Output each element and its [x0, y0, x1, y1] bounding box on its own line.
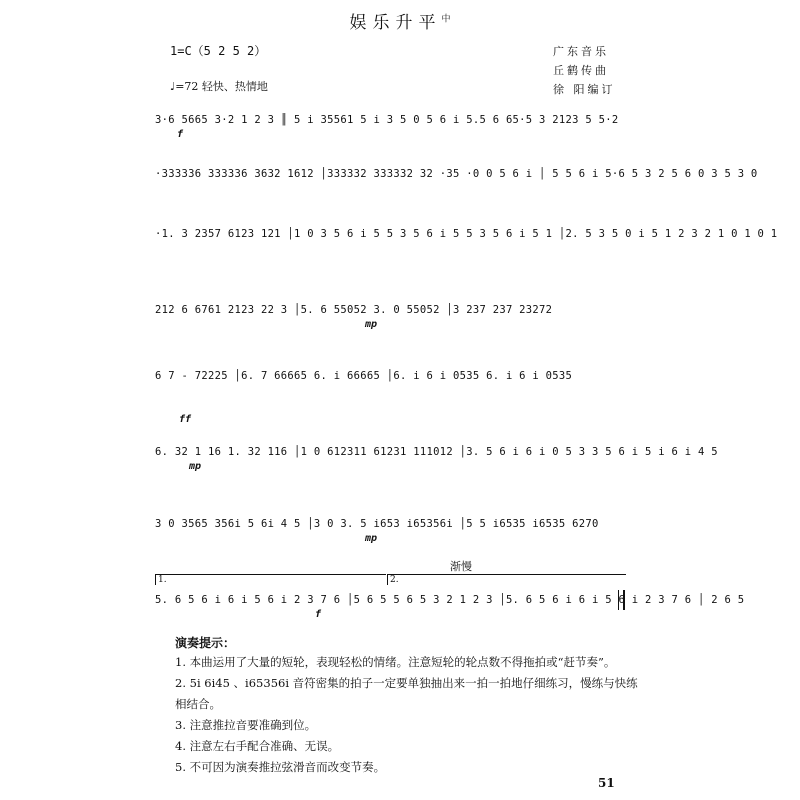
page-number: 51 [598, 776, 615, 790]
notation-row [155, 226, 778, 254]
note-line: 相结合。 [175, 697, 221, 711]
key-signature: 1=C（5 2 5 2） [170, 44, 267, 58]
credit-line: 丘鹤传曲 [553, 64, 609, 77]
dynamic-mark: mp [365, 533, 378, 544]
volta-first: 1. [155, 574, 386, 585]
volta-second: 2. [387, 574, 626, 585]
notation-row [155, 592, 745, 620]
note-line: 1. 本曲运用了大量的短轮，表现轻松的情绪。注意短轮的轮点数不得拖拍或“赶节奏”。 [175, 655, 616, 669]
notation-row [155, 516, 625, 544]
notes-heading: 演奏提示： [175, 636, 236, 650]
credit-line: 广东音乐 [553, 45, 609, 58]
dynamic-mark: mp [189, 461, 202, 472]
note-line: 2. 5i 6i45 、i65356i 音符密集的拍子一定要单独抽出来一拍一拍地仔细练习，慢练与快练 [175, 676, 638, 690]
notation-row [155, 302, 625, 330]
tempo-marking: ♩=72 轻快、热情地 [170, 80, 268, 93]
notation-text: ·1. 3 2357 6123 121 │1 0 3 5 6 i 5 5 3 5 6 i 5 5 3 5 6 i 5 1 │2. 5 3 5 0 i 5 1 2 3 2 1 0 1 0 1 [155, 228, 778, 240]
dynamic-mark: f [177, 129, 184, 140]
notation-text: 6 7 - 72225 │6. 7 66665 6. i 66665 │6. i 6 i 0535 6. i 6 i 0535 [155, 370, 573, 382]
notation-text: 212 6 6761 2123 22 3 │5. 6 55052 3. 0 55052 │3 237 237 23272 [155, 304, 553, 316]
note-line: 5. 不可因为演奏推拉弦滑音而改变节奏。 [175, 760, 386, 774]
dynamic-mark: mp [365, 319, 378, 330]
note-line: 3. 注意推拉音要准确到位。 [175, 718, 317, 732]
tempo-change-mark: 渐慢 [450, 560, 472, 573]
volta-brackets [155, 574, 625, 588]
notation-text: ·333336 333336 3632 1612 │333332 333332 32 ·35 ·0 0 5 6 i │ 5 5 6 i 5·6 5 3 2 5 6 0 3 5 3 0 [155, 168, 758, 180]
notation-row [155, 444, 718, 472]
credits [553, 42, 616, 99]
notation-row [155, 368, 625, 428]
notation-row [155, 166, 758, 194]
dynamic-mark: f [315, 609, 322, 620]
notation-row [155, 112, 625, 140]
notation-text: 3 0 3565 356i 5 6i 4 5 │3 0 3. 5 i653 i65356i │5 5 i6535 i6535 6270 [155, 518, 599, 530]
performance-notes [175, 652, 638, 778]
dynamic-mark: ff [179, 414, 192, 425]
credit-line: 徐 阳编订 [553, 83, 616, 96]
title-mark: 中 [441, 14, 451, 25]
piece-title [0, 8, 800, 33]
notation-text: 3·6 5665 3·2 1 2 3 ║ 5 i 35561 5 i 3 5 0 5 6 i 5.5 6 65·5 3 2123 5 5·2 [155, 114, 619, 126]
notation-text: 6. 32 1 16 1. 32 116 │1 0 612311 61231 111012 │3. 5 6 i 6 i 0 5 3 3 5 6 i 5 i 6 i 4 5 [155, 446, 718, 458]
title-text: 娱乐升平 [349, 13, 442, 33]
final-barline [618, 590, 625, 610]
note-line: 4. 注意左右手配合准确、无误。 [175, 739, 340, 753]
notation-text: 5. 6 5 6 i 6 i 5 6 i 2 3 7 6 │5 6 5 5 6 5 3 2 1 2 3 │5. 6 5 6 i 6 i 5 6 i 2 3 7 6 │ 2 6 5 [155, 594, 745, 606]
